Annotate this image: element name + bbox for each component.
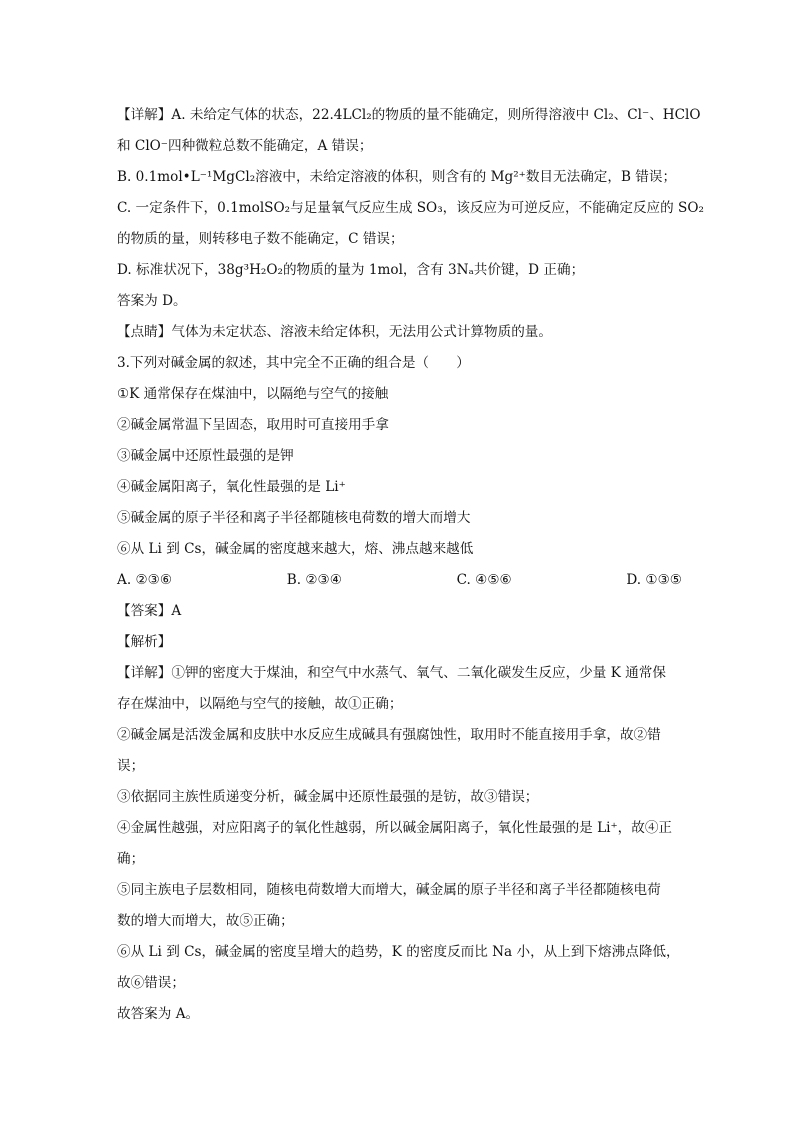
text-line: 存在煤油中，以隔绝与空气的接触，故①正确； [117, 696, 403, 712]
text-line: 数的增大而增大，故⑤正确； [117, 913, 294, 929]
text-line: C. 一定条件下，0.1molSO₂与足量氧气反应生成 SO₃，该反应为可逆反应，不能确定反应的 SO₂ [117, 200, 704, 216]
text-line: 故答案为 A。 [117, 1006, 200, 1022]
option-b: B. ②③④ [286, 572, 342, 588]
text-line: ⑥从 Li 到 Cs，碱金属的密度呈增大的趋势，K 的密度反而比 Na 小，从上到下熔沸点降低， [117, 944, 680, 960]
option-c: C. ④⑤⑥ [456, 572, 512, 588]
question-title: 3.下列对碱金属的叙述，其中完全不正确的组合是（ ） [117, 355, 470, 371]
text-line: 确； [117, 851, 145, 867]
document-body [117, 100, 704, 1030]
text-line: 答案为 D。 [117, 293, 187, 309]
text-line: 和 ClO⁻四种微粒总数不能确定，A 错误； [117, 138, 373, 154]
statement-1: ①K 通常保存在煤油中，以隔绝与空气的接触 [117, 386, 389, 402]
text-line: 故⑥错误； [117, 975, 185, 991]
text-line: 误； [117, 758, 145, 774]
text-line: 【详解】①钾的密度大于煤油，和空气中水蒸气、氧气、二氧化碳发生反应，少量 K 通常保 [117, 665, 666, 681]
text-line: 【点睛】气体为未定状态、溶液未给定体积，无法用公式计算物质的量。 [117, 324, 552, 340]
text-line: ④金属性越强，对应阳离子的氧化性越弱，所以碱金属阳离子，氧化性最强的是 Li⁺，故④正 [117, 820, 673, 836]
statement-3: ③碱金属中还原性最强的是钾 [117, 448, 294, 464]
statement-4: ④碱金属阳离子，氧化性最强的是 Li⁺ [117, 479, 346, 495]
text-line: D. 标准状况下，38g³H₂O₂的物质的量为 1mol，含有 3Nₐ共价键，D 正确； [117, 262, 585, 278]
text-line: 【详解】A. 未给定气体的状态，22.4LCl₂的物质的量不能确定，则所得溶液中 Cl₂、Cl⁻、HClO [117, 107, 701, 123]
text-line: ⑤同主族电子层数相同，随核电荷数增大而增大，碱金属的原子半径和离子半径都随核电荷 [117, 882, 661, 898]
statement-5: ⑤碱金属的原子半径和离子半径都随核电荷数的增大而增大 [117, 510, 471, 526]
text-line: ③依据同主族性质递变分析，碱金属中还原性最强的是钫，故③错误； [117, 789, 539, 805]
answer-label: 【答案】A [117, 603, 182, 619]
text-line: ②碱金属是活泼金属和皮肤中水反应生成碱具有强腐蚀性，取用时不能直接用手拿，故②错 [117, 727, 661, 743]
option-d: D. ①③⑤ [626, 572, 682, 588]
statement-2: ②碱金属常温下呈固态，取用时可直接用手拿 [117, 417, 389, 433]
option-a: A. ②③⑥ [117, 572, 173, 588]
text-line: B. 0.1mol•L⁻¹MgCl₂溶液中，未给定溶液的体积，则含有的 Mg²⁺数目无法确定，B 错误； [117, 169, 677, 185]
text-line: 的物质的量，则转移电子数不能确定，C 错误； [117, 231, 404, 247]
analysis-label: 【解析】 [117, 634, 172, 650]
answer-options [117, 565, 682, 596]
statement-6: ⑥从 Li 到 Cs，碱金属的密度越来越大，熔、沸点越来越低 [117, 541, 474, 557]
